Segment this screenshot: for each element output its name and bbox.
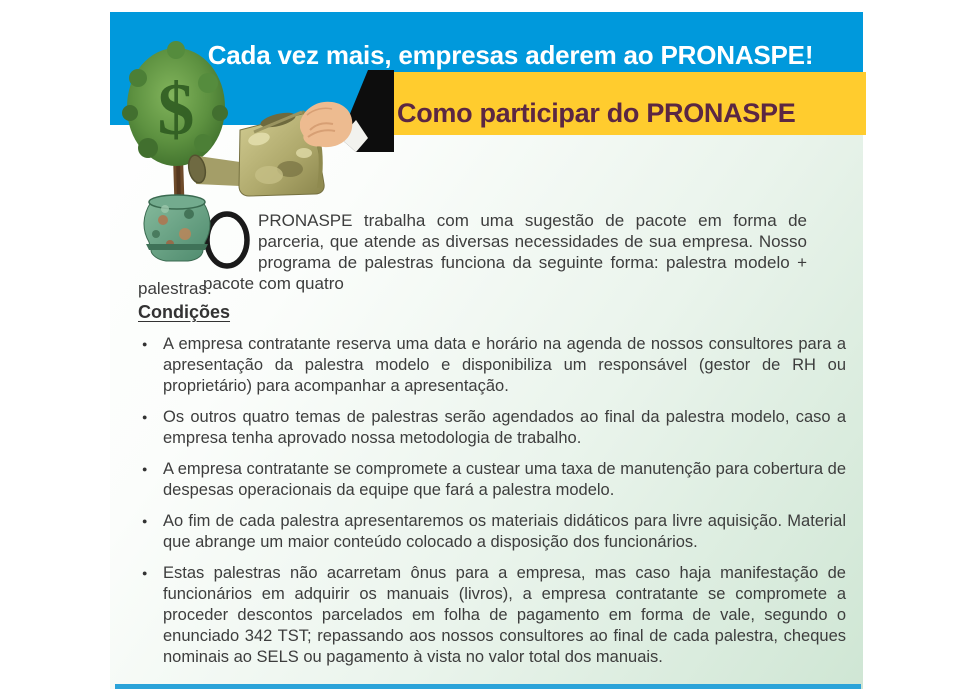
conditions-heading: Condições (138, 302, 231, 322)
dollar-sign: $ (157, 69, 195, 151)
sub-banner (385, 72, 866, 135)
conditions-section (138, 302, 846, 678)
condition-item: ● Os outros quatro temas de palestras serão agendados ao final da palestra modelo, caso a empresa tenha aprovado nossa metodologia de trabalho. (138, 407, 846, 449)
intro-overflow-line: palestras. (138, 279, 212, 298)
sub-banner-title: Como participar do PRONASPE (397, 98, 796, 128)
bottom-blue-bar (115, 684, 861, 689)
condition-item: ● A empresa contratante reserva uma data e horário na agenda de nossos consultores para a apresentação da palestra modelo e disponibiliza um responsável (gestor de RH ou proprietário) para acompanhar a apresentação. (138, 334, 846, 397)
main-banner-title: Cada vez mais, empresas aderem ao PRONASPE! (207, 40, 814, 70)
condition-item: ● Ao fim de cada palestra apresentaremos os materiais didáticos para livre aquisição. Material que abrange um maior conteúdo colocado a disposição dos funcionários. (138, 511, 846, 553)
pronaspe-illustration (118, 38, 408, 288)
plant-pot-icon (144, 195, 210, 261)
condition-item: ● A empresa contratante se compromete a custear uma taxa de manutenção para cobertura de despesas operacionais da equipe que fará a palestra modelo. (138, 459, 846, 501)
conditions-list (138, 334, 846, 668)
hand-icon (300, 102, 352, 149)
intro-text: PRONASPE trabalha com uma sugestão de pacote em forma de parceria, que atende as diversas necessidades de sua empresa. Nosso programa de palestras funciona da seguinte forma: palestra modelo + pacote com quatro (203, 211, 807, 293)
condition-item: ● Estas palestras não acarretam ônus para a empresa, mas caso haja manifestação de funcionários em adquirir os manuais (livros), a empresa contratante se compromete a proceder descontos parcelados em folha de pagamento em forma de vale, segundo o enunciado 342 TST; repassando aos nossos consultores ao final de cada palestra, cheques nominais ao SELS ou pagamento à vista no valor total dos manuais. (138, 563, 846, 668)
dollar-topiary-tree-icon (122, 41, 228, 166)
